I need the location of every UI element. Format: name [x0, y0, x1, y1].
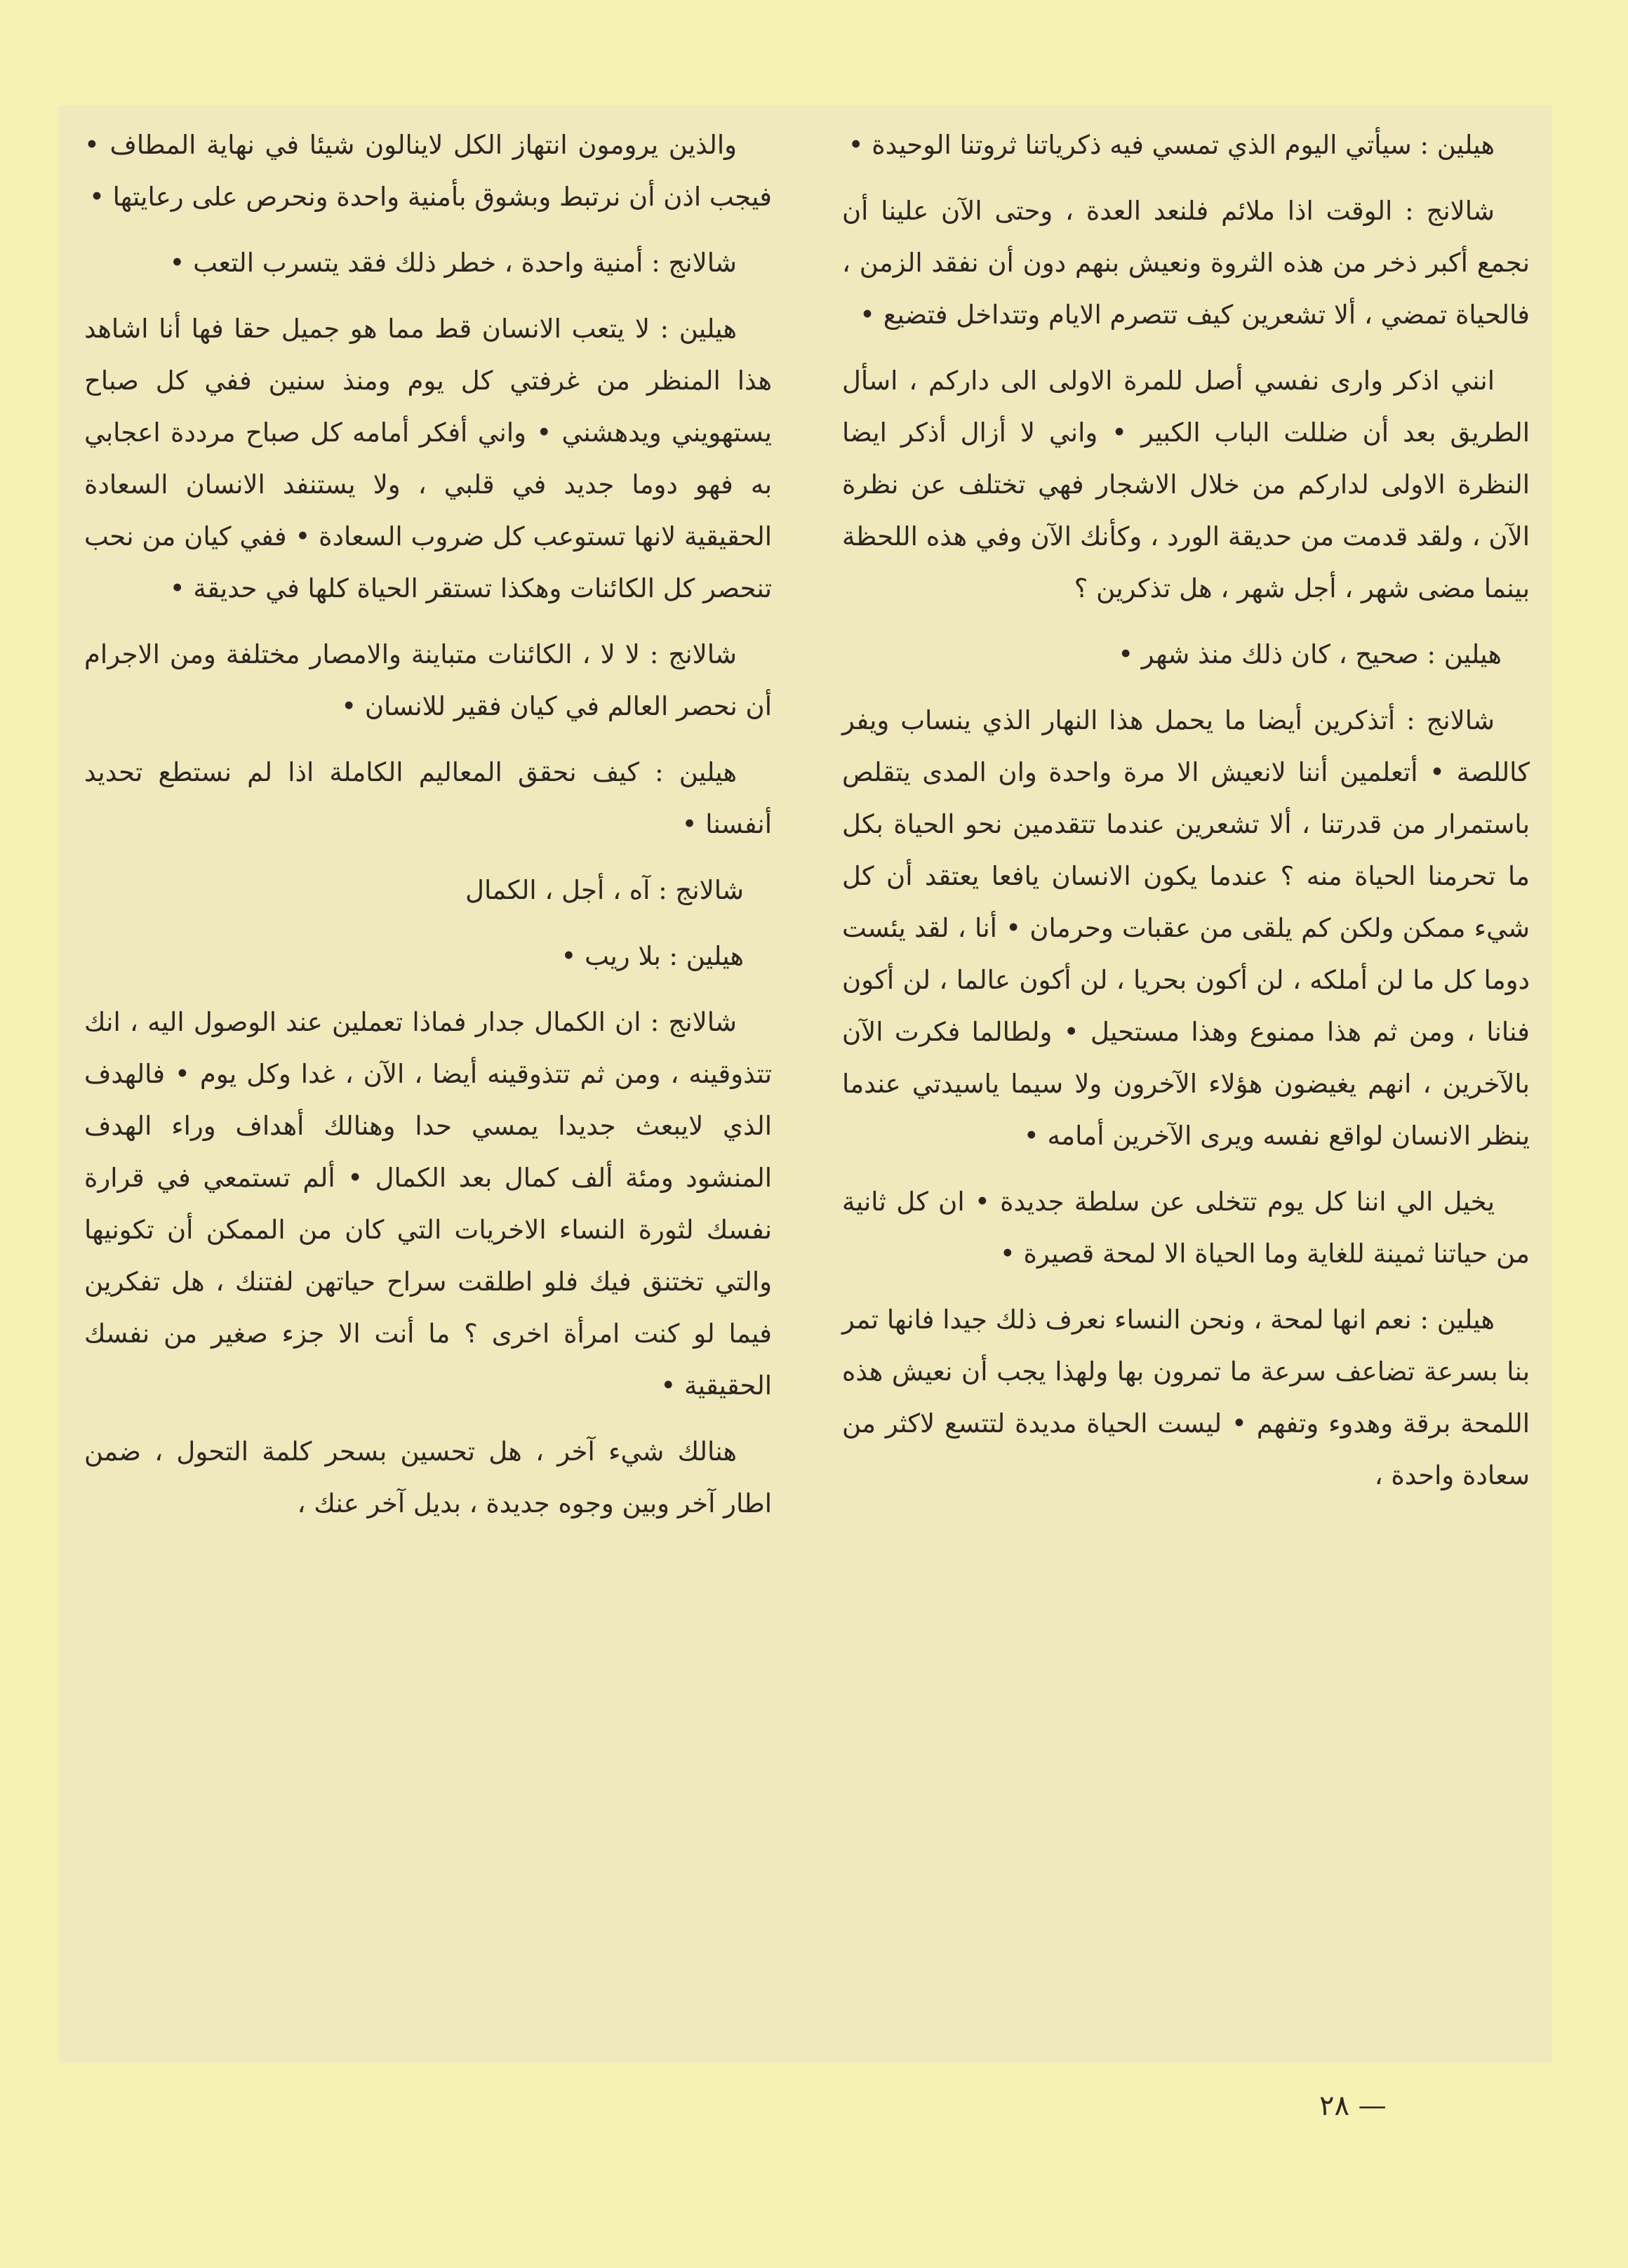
- right-column: [842, 119, 1530, 1972]
- paragraph: شالانج : أمنية واحدة ، خطر ذلك فقد يتسرب التعب •: [169, 248, 737, 278]
- paragraph: هيلين : سيأتي اليوم الذي تمسي فيه ذكرياتنا ثروتنا الوحيدة •: [848, 130, 1495, 160]
- paragraph: شالانج : ان الكمال جدار فماذا تعملين عند الوصول اليه ، انك تتذوقينه ، ومن ثم تتذوقينه أيضا ، الآن ، غدا وكل يوم • فالهدف الذي لايبعث جديدا يمسي حدا وهنالك أهداف وراء الهدف المنشود ومئة ألف كمال بعد الكمال • ألم تستمعي في قرارة نفسك لثورة النساء الاخريات التي كان من الممكن أن تكونيها والتي تختنق فيك فلو اطلقت سراح حياتهن لفتنك ، هل تفكرين فيما لو كنت امرأة اخرى ؟ ما أنت الا جزء صغير من نفسك الحقيقية •: [84, 1007, 772, 1401]
- paragraph: هيلين : لا يتعب الانسان قط مما هو جميل حقا فها أنا اشاهد هذا المنظر من غرفتي كل يوم ومنذ سنين ففي كل صباح يستهويني ويدهشني • واني أفكر أمامه كل صباح مرددة اعجابي به فهو دوما جديد في قلبي ، ولا يستنفد الانسان السعادة الحقيقية لانها تستوعب كل ضروب السعادة • ففي كيان من نحب تنحصر كل الكائنات وهكذا تستقر الحياة كلها في حديقة •: [84, 314, 772, 603]
- paragraph: هنالك شيء آخر ، هل تحسين بسحر كلمة التحول ، ضمن اطار آخر وبين وجوه جديدة ، بديل آخر عنك ،: [84, 1436, 772, 1519]
- paragraph: شالانج : الوقت اذا ملائم فلنعد العدة ، وحتى الآن علينا أن نجمع أكبر ذخر من هذه الثروة ونعيش بنهم دون أن نفقد الزمن ، فالحياة تمضي ، ألا تشعرين كيف تتصرم الايام وتتداخل فتضيع •: [842, 196, 1530, 330]
- text-columns: [84, 119, 1530, 1972]
- paragraph: هيلين : نعم انها لمحة ، ونحن النساء نعرف ذلك جيدا فانها تمر بنا بسرعة تضاعف سرعة ما تمرون بها ولهذا يجب أن نعيش هذه اللمحة برقة وهدوء وتفهم • ليست الحياة مديدة لتتسع لاكثر من سعادة واحدة ،: [842, 1305, 1530, 1490]
- paragraph: يخيل الي اننا كل يوم تتخلى عن سلطة جديدة • ان كل ثانية من حياتنا ثمينة للغاية وما الحياة الا لمحة قصيرة •: [842, 1187, 1530, 1269]
- paragraph: انني اذكر وارى نفسي أصل للمرة الاولى الى داركم ، اسأل الطريق بعد أن ضللت الباب الكبير • واني لا أزال أذكر ايضا النظرة الاولى لداركم من خلال الاشجار فهي تختلف عن نظرة الآن ، ولقد قدمت من حديقة الورد ، وكأنك الآن وفي هذه اللحظة بينما مضى شهر ، أجل شهر ، هل تذكرين ؟: [842, 366, 1530, 603]
- paragraph: هيلين : صحيح ، كان ذلك منذ شهر •: [1118, 639, 1502, 669]
- paragraph: شالانج : لا لا ، الكائنات متباينة والامصار مختلفة ومن الاجرام أن نحصر العالم في كيان فقير للانسان •: [84, 639, 772, 721]
- paragraph: هيلين : بلا ريب •: [561, 941, 744, 971]
- page-number: — ٢٨: [1319, 2090, 1387, 2122]
- paragraph: والذين يرومون انتهاز الكل لاينالون شيئا في نهاية المطاف • فيجب اذن أن نرتبط وبشوق بأمنية واحدة ونحرص على رعايتها •: [84, 130, 772, 212]
- paragraph: شالانج : أتذكرين أيضا ما يحمل هذا النهار الذي ينساب ويفر كاللصة • أتعلمين أننا لانعيش الا مرة واحدة وان المدى يتقلص باستمرار من قدرتنا ، ألا تشعرين عندما تتقدمين نحو الحياة بكل ما تحرمنا الحياة منه ؟ عندما يكون الانسان يافعا يعتقد أن كل شيء ممكن ولكن كم يلقى من عقبات وحرمان • أنا ، لقد يئست دوما كل ما لن أملكه ، لن أكون بحريا ، لن أكون عالما ، لن أكون فنانا ، ومن ثم هذا ممنوع وهذا مستحيل • ولطالما فكرت الآن بالآخرين ، انهم يغيضون هؤلاء الآخرون ولا سيما ياسيدتي عندما ينظر الانسان لواقع نفسه ويرى الآخرين أمامه •: [842, 705, 1530, 1151]
- left-column: [84, 119, 772, 1972]
- paragraph: شالانج : آه ، أجل ، الكمال: [465, 875, 744, 905]
- paragraph: هيلين : كيف نحقق المعاليم الكاملة اذا لم نستطع تحديد أنفسنا •: [84, 757, 772, 839]
